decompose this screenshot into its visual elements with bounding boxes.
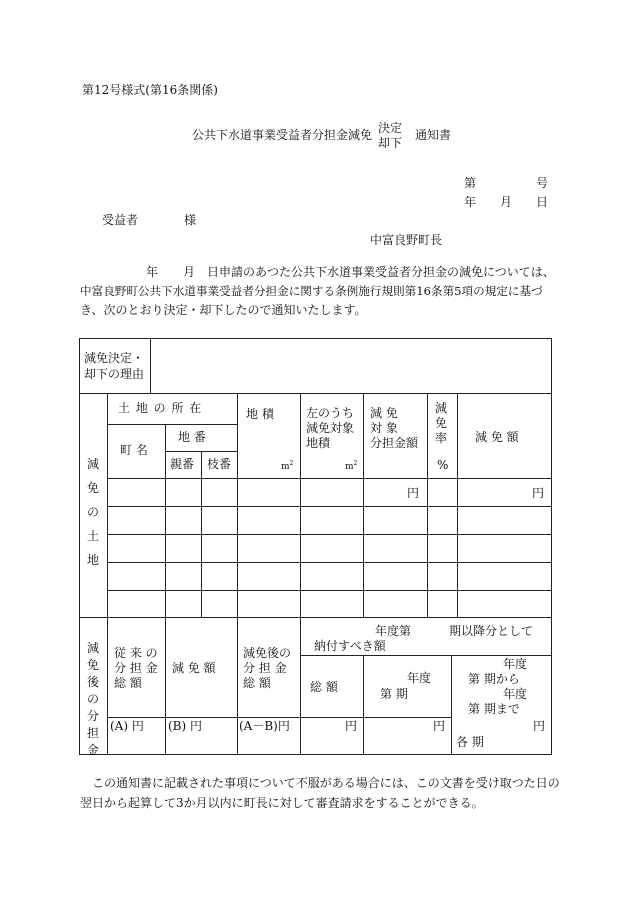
exempt-amount-yen: 円 (532, 486, 545, 500)
exempt-base-header-3: 分担金額 (370, 436, 419, 450)
reason-label-line-1: 減免決定・ (84, 351, 145, 365)
after-exempt-amount-header: 減 免 額 (172, 661, 216, 675)
title-option-rejection: 却下 (378, 136, 403, 150)
body-month: 月 (183, 265, 196, 279)
orig-total-header-2: 分 担 金 (114, 661, 158, 675)
after-total-header-2: 分 担 金 (243, 661, 287, 675)
title-suffix: 通知書 (415, 128, 452, 142)
body-line-2: 中富良野町公共下水道事業受益者分担金に関する条例施行規則第16条第5項の規定に基づ (80, 284, 543, 298)
each-period-label: 各 期 (456, 735, 484, 749)
exempt-area-header-2: 減免対象 (306, 421, 355, 435)
cell-a: (A) 円 (110, 719, 144, 733)
pay-total-yen: 円 (345, 719, 358, 733)
fy-period-yen: 円 (433, 719, 446, 733)
range-line-2: 第 期から (468, 672, 520, 686)
exempt-base-header-1: 減 免 (370, 406, 398, 420)
pay-header-rest: 期以降分として (449, 624, 534, 638)
period-label: 第 期 (380, 687, 408, 701)
rate-header-3: 率 (435, 431, 448, 445)
date-month: 月 (500, 195, 513, 209)
footer-line-1: この通知書に記載された事項について不服がある場合には、この文書を受け取つた日の (92, 776, 560, 790)
pay-header-year: 年度第 (375, 624, 412, 638)
exempt-area-unit: $m^2$ (345, 460, 358, 472)
area-unit: $m^2$ (281, 460, 294, 472)
recipient-honorific: 様 (184, 213, 197, 227)
cell-a-minus-b: (A－B)円 (239, 719, 290, 733)
exempt-amount-header: 減 免 額 (475, 430, 519, 444)
form-number: 第12号様式(第16条関係) (82, 83, 218, 97)
reason-label-line-2: 却下の理由 (84, 367, 145, 381)
body-line-3: き、次のとおり決定・却下したので通知いたします。 (80, 303, 367, 317)
branch-lot-header: 枝番 (207, 457, 232, 471)
orig-total-header-3: 総 額 (114, 676, 142, 690)
after-side-label: 減免後の分担金 (86, 641, 99, 757)
orig-total-header-1: 従 来 の (114, 646, 158, 660)
exempt-base-yen: 円 (407, 486, 420, 500)
range-line-1: 年度 (503, 657, 528, 671)
doc-number-suffix: 号 (536, 176, 549, 190)
cell-b: (B) 円 (168, 719, 202, 733)
fy-label: 年度 (407, 671, 432, 685)
date-day: 日 (536, 195, 549, 209)
location-header: 土 地 の 所 在 (118, 401, 203, 415)
land-side-label: 減免の土地 (86, 457, 99, 567)
parent-lot-header: 親番 (170, 457, 195, 471)
recipient-label: 受益者 (102, 213, 139, 227)
lot-number-header: 地 番 (178, 430, 206, 444)
exempt-area-header-3: 地積 (306, 436, 331, 450)
area-header: 地 積 (246, 407, 274, 421)
exempt-area-header-1: 左のうち (306, 406, 355, 420)
town-name-header: 町 名 (120, 443, 148, 457)
doc-number-prefix: 第 (464, 176, 477, 190)
rate-header-1: 減 (435, 401, 448, 415)
document-title: 公共下水道事業受益者分担金減免 (192, 128, 373, 142)
exempt-base-header-2: 対 象 (370, 421, 398, 435)
pay-header-line-2: 納付すべき額 (314, 639, 386, 653)
range-line-4: 第 期まで (468, 702, 520, 716)
after-total-header-1: 減免後の (243, 646, 292, 660)
footer-line-2: 翌日から起算して3か月以内に町長に対して審査請求をすることができる。 (80, 796, 484, 810)
date-year: 年 (464, 195, 477, 209)
rate-unit: % (437, 458, 449, 472)
body-year: 年 (146, 265, 159, 279)
pay-total-header: 総 額 (310, 680, 338, 694)
each-period-yen: 円 (533, 719, 546, 733)
body-line-1: 日申請のあつた公共下水道事業受益者分担金の減免については、 (207, 265, 555, 279)
issuer: 中富良野町長 (370, 233, 443, 247)
range-line-3: 年度 (503, 687, 528, 701)
title-option-decision: 決定 (378, 121, 403, 135)
rate-header-2: 免 (435, 416, 448, 430)
after-total-header-3: 総 額 (243, 676, 271, 690)
